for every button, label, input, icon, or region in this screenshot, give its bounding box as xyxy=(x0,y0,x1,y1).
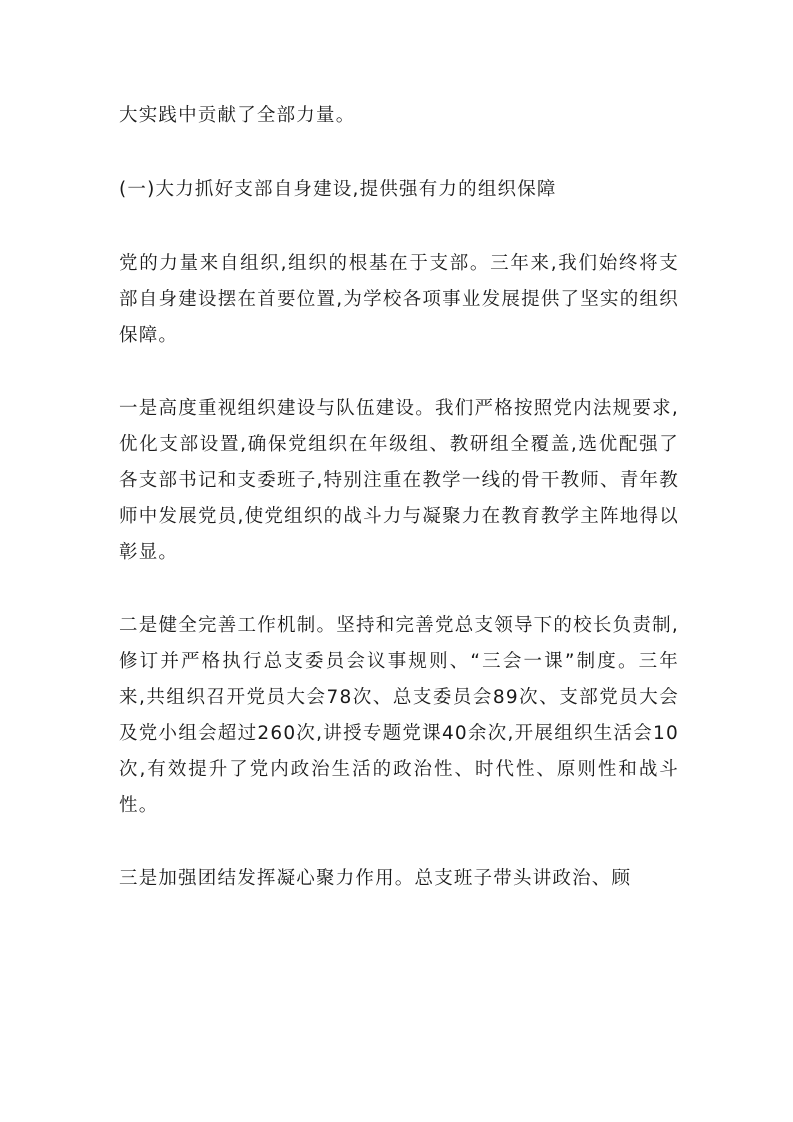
paragraph-point-three: 三是加强团结发挥凝心聚力作用。总支班子带头讲政治、顾 xyxy=(119,868,632,889)
paragraph-intro: 党的力量来自组织,组织的根基在于支部。三年来,我们始终将支部自身建设摆在首要位置,为学校各项事业发展提供了坚实的组织保障。 xyxy=(119,253,679,346)
document-page xyxy=(119,98,679,897)
section-heading: (一)大力抓好支部自身建设,提供强有力的组织保障 xyxy=(119,179,557,200)
paragraph-point-one: 一是高度重视组织建设与队伍建设。我们严格按照党内法规要求,优化支部设置,确保党组织在年级组、教研组全覆盖,选优配强了各支部书记和支委班子,特别注重在教学一线的骨干教师、青年教师中发展党员,使党组织的战斗力与凝聚力在教育教学主阵地得以彰显。 xyxy=(119,398,679,563)
paragraph-continuation: 大实践中贡献了全部力量。 xyxy=(119,105,356,126)
paragraph-point-two: 二是健全完善工作机制。坚持和完善党总支领导下的校长负责制,修订并严格执行总支委员会议事规则、“三会一课”制度。三年来,共组织召开党员大会78次、总支委员会89次、支部党员大会及党小组会超过260次,讲授专题党课40余次,开展组织生活会10次,有效提升了党内政治生活的政治性、时代性、原则性和战斗性。 xyxy=(119,615,679,816)
